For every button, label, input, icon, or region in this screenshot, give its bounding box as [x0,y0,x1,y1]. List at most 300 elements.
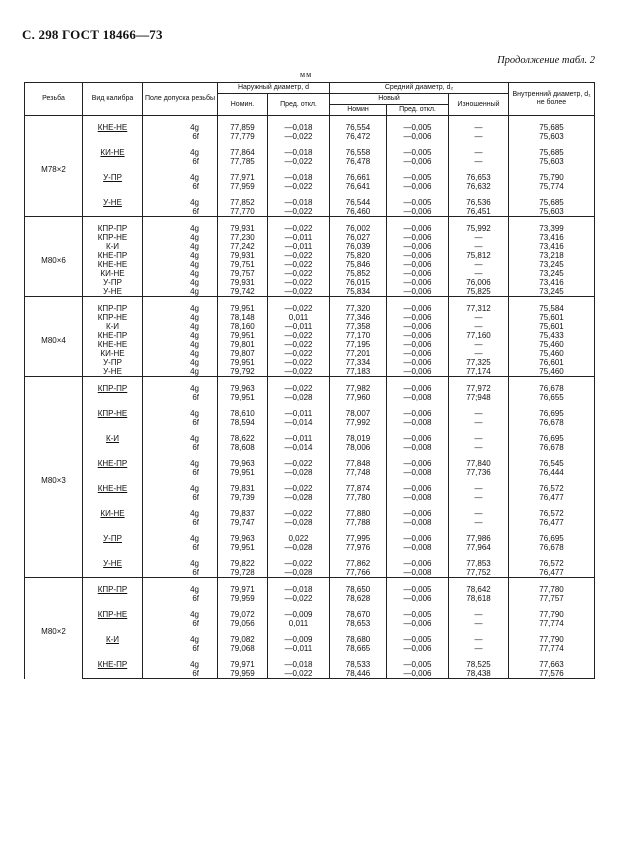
cell-value: 78,525 [466,660,491,669]
pitch-deviation-cell [387,527,449,552]
cell-value: —0,006 [403,559,432,568]
cell-value: 78,653 [345,619,371,628]
outer-nominal-cell [218,477,268,502]
pitch-nominal-cell [330,427,387,452]
cell-value: 4g [190,384,199,393]
pitch-deviation-cell [387,116,449,142]
cell-value: 75,685 [539,148,564,157]
pitch-nominal-cell [330,552,387,578]
cell-value: 75,601 [539,322,564,331]
outer-deviation-cell [268,116,330,142]
worn-cell [449,452,509,477]
cell-value: 73,245 [539,287,564,296]
pitch-deviation-cell [387,217,449,297]
cell-value: 4g [190,367,199,376]
cell-value: 4g [190,278,199,287]
cell-value: 77,986 [466,534,491,543]
cell-value: — [474,434,483,443]
inner-diameter-cell [509,653,595,679]
table-row [25,377,595,403]
cell-value: —0,006 [403,384,432,393]
cell-value: 79,742 [230,287,255,296]
cell-value: 75,992 [466,224,491,233]
cell-value: — [474,132,483,141]
cell-value: 77,874 [345,484,371,493]
col-inner-diameter: Внутренний диаметр, d₁ не более [509,83,595,116]
outer-deviation-cell [268,477,330,502]
cell-value: 75,433 [539,331,564,340]
outer-deviation-cell [268,552,330,578]
inner-diameter-cell [509,377,595,403]
cell-value: —0,006 [403,594,432,603]
gauge-cell [83,477,143,502]
outer-nominal-cell [218,217,268,297]
cell-value: КПР-ПР [97,224,128,233]
cell-value: — [474,157,483,166]
cell-value: 77,964 [466,543,491,552]
cell-value: —0,022 [284,367,313,376]
outer-nominal-cell [218,653,268,679]
cell-value: —0,006 [403,224,432,233]
cell-value: 76,027 [345,233,371,242]
cell-value: 77,320 [345,304,371,313]
table-row [25,628,595,653]
cell-value: 78,007 [345,409,371,418]
cell-value: 77,766 [345,568,371,577]
cell-value: 76,039 [345,242,371,251]
table-row [25,297,595,377]
cell-value: 79,931 [230,224,255,233]
pitch-nominal-cell [330,502,387,527]
cell-value: 76,678 [539,418,564,427]
cell-value: —0,022 [284,340,313,349]
cell-value: 79,792 [230,367,255,376]
cell-value: 78,642 [466,585,491,594]
cell-value: 77,752 [466,568,491,577]
outer-deviation-cell [268,217,330,297]
pitch-nominal-cell [330,527,387,552]
cell-value: —0,022 [284,269,313,278]
cell-value: 79,951 [230,304,255,313]
outer-deviation-cell [268,402,330,427]
cell-value: 77,982 [345,384,371,393]
cell-value: У-ПР [103,358,122,367]
cell-value: 76,558 [345,148,371,157]
cell-value: 75,460 [539,340,564,349]
cell-value: —0,018 [284,660,313,669]
cell-value: 76,472 [345,132,371,141]
cell-value: 78,610 [230,409,255,418]
cell-value: 4g [190,224,199,233]
cell-value: —0,022 [284,207,313,216]
col-pitch-nominal: Номин [330,105,387,116]
cell-value: — [474,409,483,418]
gauge-label: КПР-НЕ [97,409,128,418]
pitch-deviation-cell [387,141,449,166]
cell-value: 76,002 [345,224,371,233]
cell-value: 6f [192,468,199,477]
worn-cell [449,502,509,527]
table-row [25,191,595,217]
pitch-nominal-cell [330,297,387,377]
worn-cell [449,578,509,604]
gauge-label: У-НЕ [103,198,122,207]
outer-nominal-cell [218,578,268,604]
cell-value: — [474,418,483,427]
cell-value: 73,245 [539,260,564,269]
pitch-nominal-cell [330,653,387,679]
cell-value: 78,670 [345,610,371,619]
cell-value: 77,325 [466,358,491,367]
cell-value: 78,438 [466,669,491,678]
pitch-nominal-cell [330,452,387,477]
cell-value: —0,006 [403,669,432,678]
cell-value: КНЕ-ПР [97,251,128,260]
cell-value: — [474,443,483,452]
cell-value: 75,460 [539,349,564,358]
cell-value: —0,022 [284,287,313,296]
tolerance-cell [143,427,218,452]
cell-value: 79,072 [230,610,255,619]
cell-value: 78,019 [345,434,371,443]
cell-value: КИ-НЕ [100,349,125,358]
cell-value: 76,545 [539,459,564,468]
gauge-cell [83,191,143,217]
cell-value: —0,009 [284,635,313,644]
cell-value: 73,416 [539,233,564,242]
pitch-nominal-cell [330,603,387,628]
cell-value: —0,006 [403,534,432,543]
cell-value: 79,831 [230,484,255,493]
cell-value: 4g [190,233,199,242]
table-row [25,427,595,452]
gauge-label: У-ПР [103,173,122,182]
cell-value: 77,170 [345,331,371,340]
pitch-deviation-cell [387,628,449,653]
cell-value: —0,008 [403,393,432,402]
worn-cell [449,628,509,653]
pitch-deviation-cell [387,502,449,527]
inner-diameter-cell [509,628,595,653]
cell-value: 76,478 [345,157,371,166]
pitch-nominal-cell [330,377,387,403]
tolerance-cell [143,141,218,166]
cell-value: 75,601 [539,313,564,322]
col-pitch-diameter: Средний диаметр, d₂ [330,83,509,94]
cell-value: 77,848 [345,459,371,468]
cell-value: —0,006 [403,331,432,340]
cell-value: 78,533 [345,660,371,669]
cell-value: —0,022 [284,349,313,358]
pitch-nominal-cell [330,477,387,502]
cell-value: 77,790 [539,610,564,619]
cell-value: —0,022 [284,157,313,166]
cell-value: —0,006 [403,509,432,518]
cell-value: 4g [190,313,199,322]
cell-value: 78,650 [345,585,371,594]
cell-value: 6f [192,182,199,191]
cell-value: 76,444 [539,468,564,477]
cell-value: 77,230 [230,233,255,242]
cell-value: КНЕ-НЕ [97,340,128,349]
cell-value: — [474,493,483,502]
outer-deviation-cell [268,377,330,403]
worn-cell [449,552,509,578]
cell-value: —0,022 [284,251,313,260]
cell-value: 4g [190,660,199,669]
cell-value: — [474,260,483,269]
pitch-deviation-cell [387,377,449,403]
cell-value: 78,628 [345,594,371,603]
cell-value: — [474,340,483,349]
cell-value: КПР-ПР [97,304,128,313]
outer-nominal-cell [218,628,268,653]
cell-value: —0,022 [284,358,313,367]
tolerance-cell [143,377,218,403]
cell-value: 75,812 [466,251,491,260]
cell-value: —0,006 [403,260,432,269]
cell-value: 79,751 [230,260,255,269]
cell-value: —0,006 [403,367,432,376]
outer-nominal-cell [218,603,268,628]
cell-value: 75,603 [539,132,564,141]
table-row [25,166,595,191]
inner-diameter-cell [509,217,595,297]
worn-cell [449,527,509,552]
outer-nominal-cell [218,527,268,552]
cell-value: 77,785 [230,157,255,166]
cell-value: 79,822 [230,559,255,568]
cell-value: 73,218 [539,251,564,260]
gauge-cell [83,377,143,403]
cell-value: —0,009 [284,610,313,619]
cell-value: КПР-НЕ [97,313,128,322]
cell-value: 4g [190,331,199,340]
gauge-cell [83,527,143,552]
outer-nominal-cell [218,141,268,166]
cell-value: 75,834 [345,287,371,296]
cell-value: 4g [190,559,199,568]
cell-value: У-ПР [103,278,122,287]
gauge-label: КНЕ-НЕ [97,123,128,132]
cell-value: 77,960 [345,393,371,402]
cell-value: —0,011 [284,434,313,443]
cell-value: —0,022 [284,224,313,233]
cell-value: —0,022 [284,484,313,493]
cell-value: 78,006 [345,443,371,452]
cell-value: К-И [105,322,120,331]
tolerance-cell [143,477,218,502]
cell-value: —0,005 [403,660,432,669]
gauge-label: КИ-НЕ [100,509,125,518]
cell-value: —0,018 [284,585,313,594]
cell-value: —0,028 [284,493,313,502]
cell-value: 4g [190,409,199,418]
outer-deviation-cell [268,141,330,166]
cell-value: —0,022 [284,260,313,269]
cell-value: 78,446 [345,669,371,678]
worn-cell [449,477,509,502]
tolerance-cell [143,653,218,679]
tolerance-cell [143,402,218,427]
table-row [25,477,595,502]
outer-nominal-cell [218,297,268,377]
col-outer-nominal: Номин. [218,94,268,116]
cell-value: —0,006 [403,242,432,251]
gauge-label: КПР-НЕ [97,610,128,619]
inner-diameter-cell [509,166,595,191]
cell-value: 76,695 [539,409,564,418]
cell-value: 77,358 [345,322,371,331]
cell-value: — [474,148,483,157]
gauge-label: КПР-ПР [97,585,128,594]
cell-value: 4g [190,434,199,443]
cell-value: 76,695 [539,434,564,443]
pitch-deviation-cell [387,297,449,377]
gauge-label: У-ПР [103,534,122,543]
cell-value: 79,931 [230,278,255,287]
cell-value: 6f [192,418,199,427]
cell-value: 79,801 [230,340,255,349]
gauge-cell [83,297,143,377]
outer-nominal-cell [218,552,268,578]
table-row [25,217,595,297]
worn-cell [449,402,509,427]
cell-value: 78,665 [345,644,371,653]
gauge-label: КНЕ-ПР [97,660,128,669]
cell-value: — [474,123,483,132]
cell-value: —0,011 [284,233,313,242]
cell-value: — [474,349,483,358]
inner-diameter-cell [509,527,595,552]
cell-value: 76,678 [539,443,564,452]
pitch-deviation-cell [387,578,449,604]
outer-nominal-cell [218,191,268,217]
tolerance-cell [143,452,218,477]
cell-value: — [474,322,483,331]
thread-designation: M80×4 [25,297,83,377]
cell-value: 79,951 [230,543,255,552]
outer-deviation-cell [268,603,330,628]
cell-value: —0,006 [403,287,432,296]
cell-value: 77,790 [539,635,564,644]
worn-cell [449,217,509,297]
cell-value: —0,006 [403,251,432,260]
cell-value: —0,006 [403,182,432,191]
table-row [25,502,595,527]
thread-designation: M80×3 [25,377,83,578]
tolerance-cell [143,191,218,217]
cell-value: 76,641 [345,182,371,191]
gauge-label: КНЕ-ПР [97,459,128,468]
cell-value: КИ-НЕ [100,269,125,278]
cell-value: 4g [190,509,199,518]
cell-value: —0,018 [284,198,313,207]
tolerance-cell [143,603,218,628]
cell-value: 6f [192,619,199,628]
cell-value: 77,972 [466,384,491,393]
cell-value: 77,576 [539,669,564,678]
cell-value: 75,774 [539,182,564,191]
cell-value: 77,971 [230,173,255,182]
cell-value: 75,846 [345,260,371,269]
cell-value: 77,748 [345,468,371,477]
cell-value: 79,971 [230,660,255,669]
cell-value: 78,618 [466,594,491,603]
cell-value: —0,008 [403,418,432,427]
cell-value: 77,334 [345,358,371,367]
cell-value: КНЕ-ПР [97,331,128,340]
pitch-deviation-cell [387,653,449,679]
cell-value: —0,008 [403,543,432,552]
cell-value: — [474,233,483,242]
outer-deviation-cell [268,452,330,477]
cell-value: 4g [190,173,199,182]
cell-value: 76,678 [539,543,564,552]
cell-value: 79,056 [230,619,255,628]
cell-value: 79,959 [230,669,255,678]
cell-value: 79,963 [230,459,255,468]
cell-value: — [474,619,483,628]
cell-value: 6f [192,443,199,452]
cell-value: 79,739 [230,493,255,502]
cell-value: —0,022 [284,669,313,678]
table-row [25,527,595,552]
inner-diameter-cell [509,578,595,604]
cell-value: —0,006 [403,322,432,331]
cell-value: 79,807 [230,349,255,358]
outer-nominal-cell [218,402,268,427]
cell-value: 76,653 [466,173,491,182]
cell-value: —0,018 [284,123,313,132]
outer-deviation-cell [268,628,330,653]
cell-value: К-И [105,242,120,251]
cell-value: —0,028 [284,393,313,402]
cell-value: 79,951 [230,393,255,402]
cell-value: 77,312 [466,304,491,313]
pitch-deviation-cell [387,452,449,477]
cell-value: 77,992 [345,418,371,427]
outer-deviation-cell [268,502,330,527]
gauge-label: К-И [105,434,120,443]
outer-nominal-cell [218,377,268,403]
cell-value: 79,068 [230,644,255,653]
cell-value: 77,774 [539,644,564,653]
cell-value: 6f [192,543,199,552]
cell-value: 76,678 [539,384,564,393]
gauge-label: КПР-ПР [97,384,128,393]
cell-value: 75,460 [539,367,564,376]
cell-value: —0,011 [284,409,313,418]
cell-value: —0,008 [403,493,432,502]
inner-diameter-cell [509,502,595,527]
pitch-nominal-cell [330,191,387,217]
cell-value: —0,008 [403,443,432,452]
tolerance-cell [143,217,218,297]
inner-diameter-cell [509,477,595,502]
pitch-nominal-cell [330,217,387,297]
table-row [25,603,595,628]
cell-value: —0,014 [284,443,313,452]
cell-value: —0,006 [403,304,432,313]
cell-value: 79,951 [230,358,255,367]
table-row [25,552,595,578]
outer-deviation-cell [268,166,330,191]
cell-value: У-НЕ [103,287,122,296]
cell-value: —0,005 [403,123,432,132]
inner-diameter-cell [509,141,595,166]
cell-value: 76,572 [539,559,564,568]
